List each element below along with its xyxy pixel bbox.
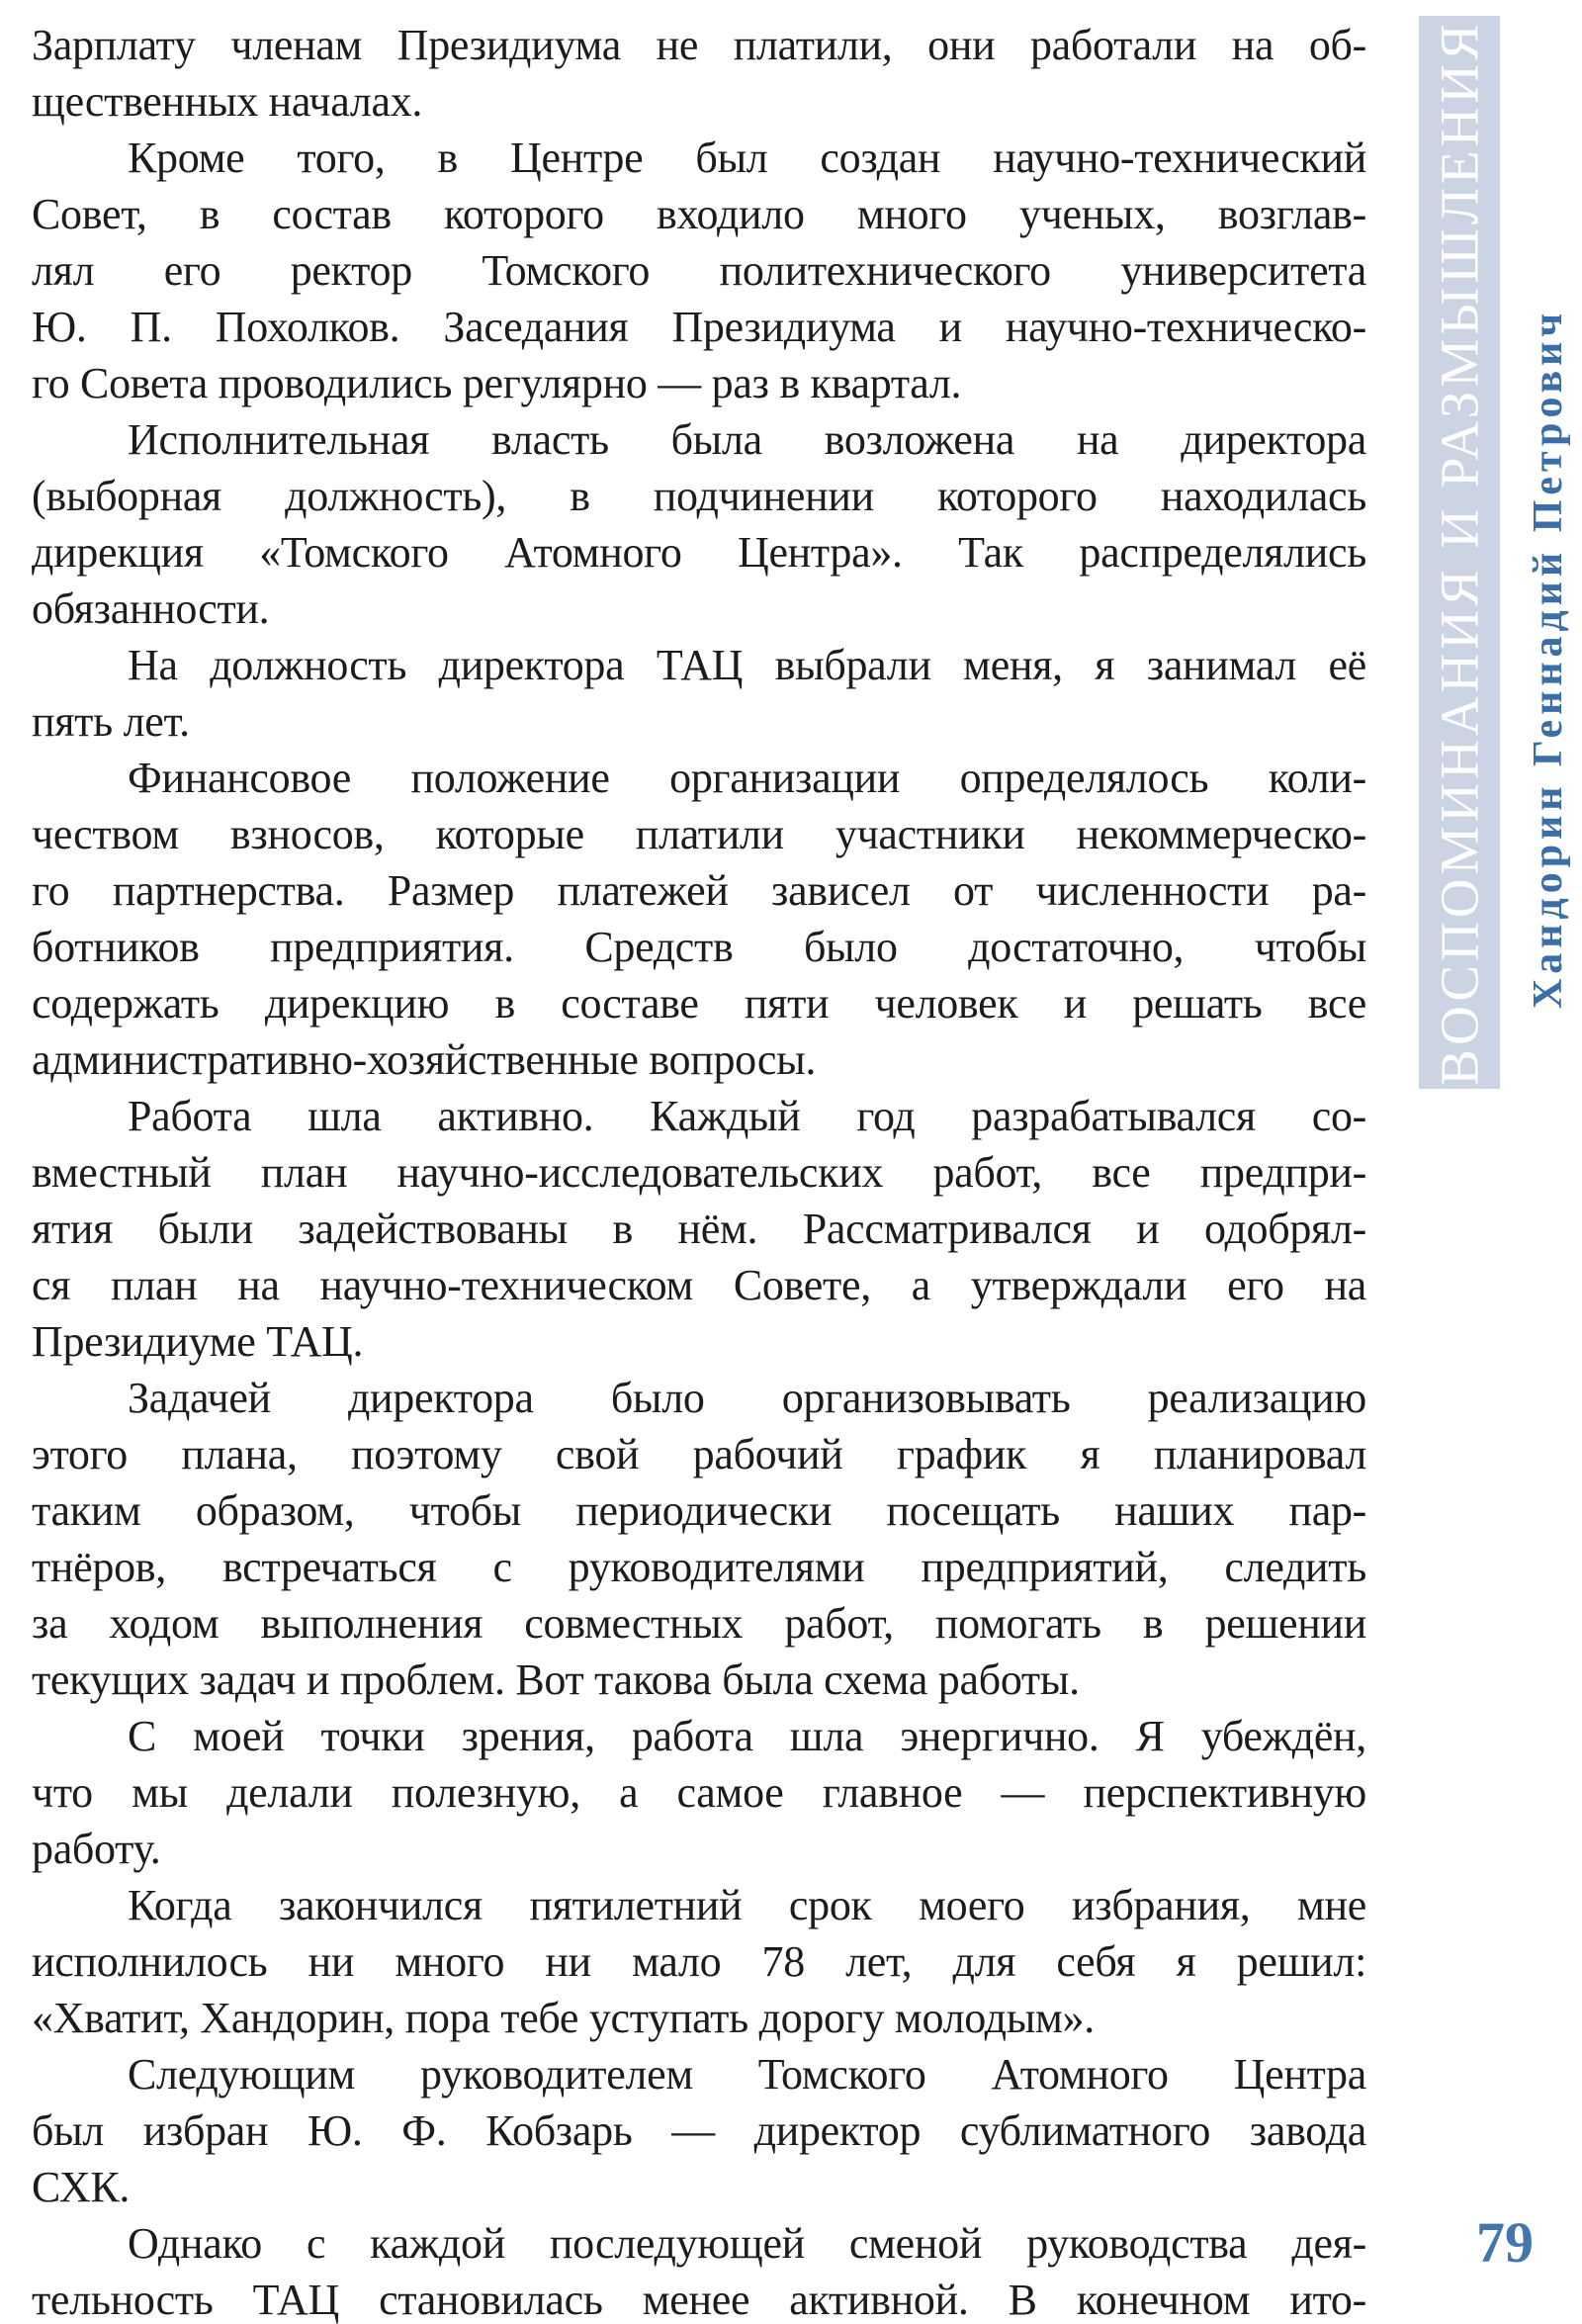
text-line: таким образом, чтобы периодически посещать наших пар- xyxy=(32,1486,1366,1535)
text-line: Ю. П. Похолков. Заседания Президиума и научно-техническо- xyxy=(32,303,1366,351)
text-line: го Совета проводились регулярно — раз в квартал. xyxy=(32,359,962,407)
text-line: Задачей директора было организовывать реализацию xyxy=(128,1374,1366,1422)
text-line: щественных началах. xyxy=(32,77,423,126)
text-line: На должность директора ТАЦ выбрали меня, я занимал её xyxy=(128,641,1366,689)
text-line: дирекция «Томского Атомного Центра». Так распределялись xyxy=(32,528,1366,577)
text-line: Кроме того, в Центре был создан научно-технический xyxy=(128,134,1366,182)
text-line: Зарплату членам Президиума не платили, они работали на об- xyxy=(32,21,1366,69)
text-line: Когда закончился пятилетний срок моего избрания, мне xyxy=(128,1881,1366,1929)
text-line: Работа шла активно. Каждый год разрабатывался со- xyxy=(128,1092,1366,1140)
text-line: ботников предприятия. Средств было достаточно, чтобы xyxy=(32,923,1366,971)
author-name: Хандорин Геннадий Петрович xyxy=(1526,308,1571,1010)
text-line: работу. xyxy=(32,1825,161,1873)
text-line: был избран Ю. Ф. Кобзарь — директор сублиматного завода xyxy=(32,2106,1366,2155)
page-number: 79 xyxy=(1476,2210,1534,2275)
text-line: «Хватит, Хандорин, пора тебе уступать дорогу молодым». xyxy=(32,1994,1095,2042)
author-box xyxy=(1519,287,1578,1030)
text-line: исполнилось ни много ни мало 78 лет, для себя я решил: xyxy=(32,1937,1366,1986)
text-line: вместный план научно-исследовательских работ, все предпри- xyxy=(32,1148,1366,1197)
text-line: Президиуме ТАЦ. xyxy=(32,1317,364,1366)
text-line: этого плана, поэтому свой рабочий график я планировал xyxy=(32,1430,1366,1478)
text-line: пять лет. xyxy=(32,697,190,746)
text-line: СХК. xyxy=(32,2163,131,2211)
text-column xyxy=(32,0,1366,2324)
text-line: тнёров, встречаться с руководителями предприятий, следить xyxy=(32,1543,1366,1591)
text-line: текущих задач и проблем. Вот такова была схема работы. xyxy=(32,1655,1080,1704)
memoir-band xyxy=(1419,16,1500,1089)
band-title: ВОСПОМИНАНИЯ И РАЗМЫШЛЕНИЯ xyxy=(1429,19,1490,1086)
text-line: обязанности. xyxy=(32,584,270,633)
text-line: (выборная должность), в подчинении которого находилась xyxy=(32,472,1366,520)
text-line: что мы делали полезную, а самое главное — перспективную xyxy=(32,1768,1366,1817)
text-line: за ходом выполнения совместных работ, помогать в решении xyxy=(32,1599,1366,1648)
text-line: го партнерства. Размер платежей зависел от численности ра- xyxy=(32,866,1366,915)
text-line: Совет, в состав которого входило много ученых, возглав- xyxy=(32,190,1366,238)
text-line: чеством взносов, которые платили участники некоммерческо- xyxy=(32,810,1366,858)
text-line: административно-хозяйственные вопросы. xyxy=(32,1035,817,1084)
text-line: Следующим руководителем Томского Атомного Центра xyxy=(128,2050,1366,2099)
text-line: ся план на научно-техническом Совете, а утверждали его на xyxy=(32,1261,1366,1309)
text-line: Финансовое положение организации определялось коли- xyxy=(128,754,1366,802)
text-line: содержать дирекцию в составе пяти человек и решать все xyxy=(32,979,1366,1028)
text-line: лял его ректор Томского политехнического университета xyxy=(32,246,1366,295)
text-line: ятия были задействованы в нём. Рассматривался и одобрял- xyxy=(32,1205,1366,1253)
text-line: С моей точки зрения, работа шла энергично. Я убеждён, xyxy=(128,1712,1366,1760)
text-line: Исполнительная власть была возложена на директора xyxy=(128,415,1366,464)
text-line: тельность ТАЦ становилась менее активной. В конечном ито- xyxy=(32,2276,1366,2324)
text-line: Однако с каждой последующей сменой руководства дея- xyxy=(128,2219,1366,2268)
